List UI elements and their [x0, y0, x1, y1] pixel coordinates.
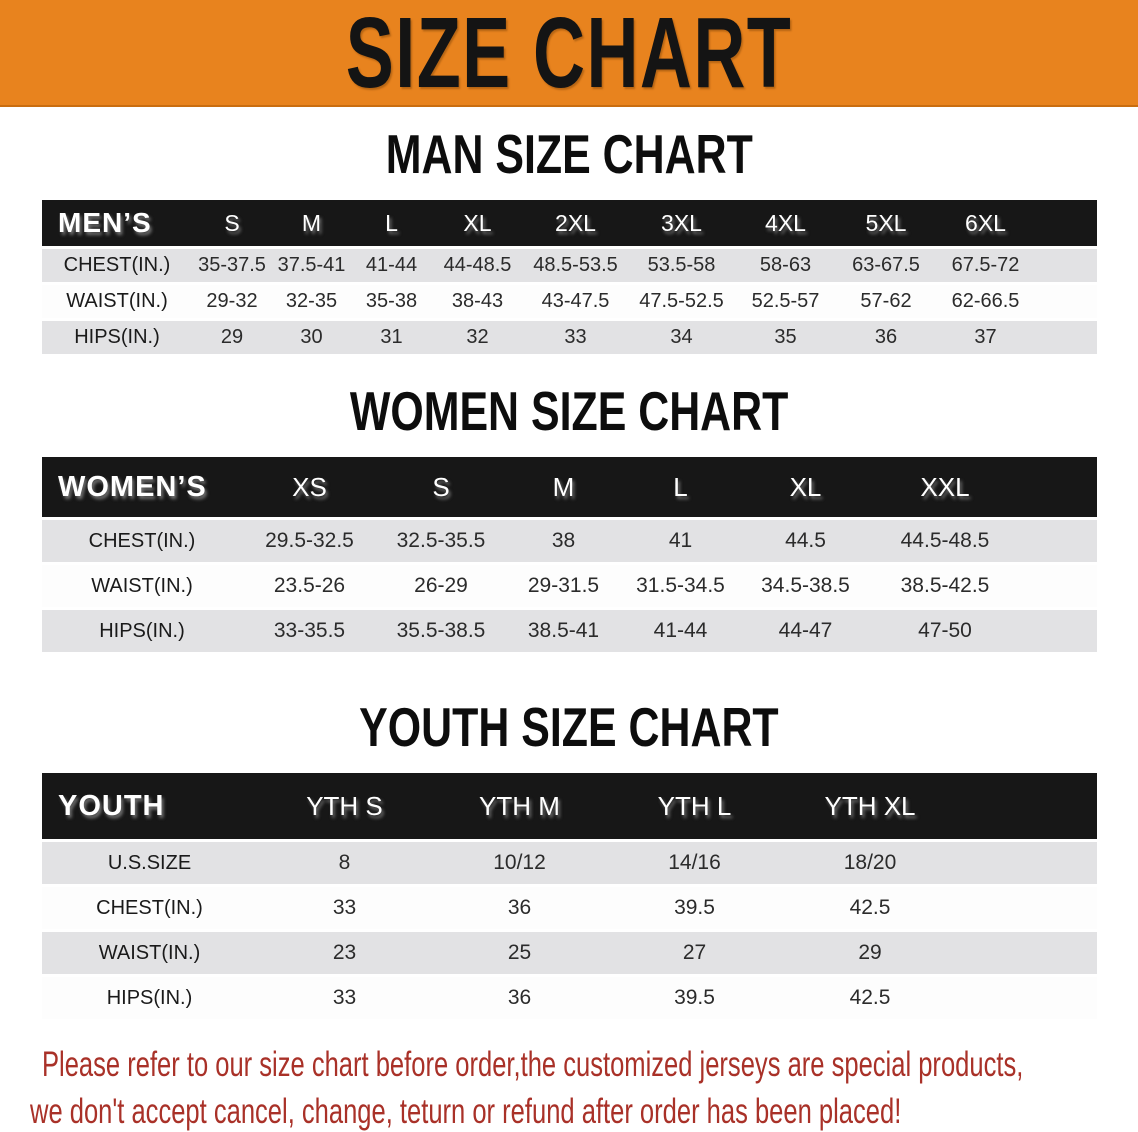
size-value: 33	[257, 884, 432, 929]
size-value: 29	[192, 318, 272, 354]
size-column-header: M	[272, 200, 351, 246]
disclaimer-line-2: we don't accept cancel, change, teturn or refund after order has been placed!	[30, 1092, 902, 1131]
size-value: 34.5-38.5	[739, 562, 872, 607]
size-value: 43-47.5	[523, 282, 628, 318]
size-column-header: 6XL	[936, 200, 1035, 246]
size-column-header: 4XL	[735, 200, 836, 246]
size-column-header: L	[622, 457, 739, 517]
size-column-header: L	[351, 200, 432, 246]
size-value: 52.5-57	[735, 282, 836, 318]
size-column-header: M	[505, 457, 622, 517]
size-value: 41-44	[351, 246, 432, 282]
size-column-header: 5XL	[836, 200, 936, 246]
size-value: 57-62	[836, 282, 936, 318]
size-value: 41-44	[622, 607, 739, 652]
size-value: 32	[432, 318, 523, 354]
size-value: 38-43	[432, 282, 523, 318]
filler-cell	[1018, 607, 1097, 652]
size-value: 38	[505, 517, 622, 562]
size-value: 23.5-26	[242, 562, 377, 607]
size-value: 37.5-41	[272, 246, 351, 282]
size-value: 29.5-32.5	[242, 517, 377, 562]
filler-cell	[1035, 200, 1097, 246]
row-label: HIPS(IN.)	[42, 974, 257, 1019]
size-value: 35.5-38.5	[377, 607, 505, 652]
section-title-women	[0, 380, 1138, 442]
size-value: 33	[257, 974, 432, 1019]
size-column-header: 2XL	[523, 200, 628, 246]
youth-size-table	[42, 773, 1097, 1019]
size-value: 31	[351, 318, 432, 354]
size-value: 32.5-35.5	[377, 517, 505, 562]
size-value: 18/20	[782, 839, 958, 884]
size-value: 67.5-72	[936, 246, 1035, 282]
men-header-row	[42, 200, 1097, 246]
size-value: 32-35	[272, 282, 351, 318]
filler-cell	[1018, 562, 1097, 607]
women-size-table	[42, 457, 1097, 652]
row-label: U.S.SIZE	[42, 839, 257, 884]
measurement-row	[42, 562, 1097, 607]
size-value: 33	[523, 318, 628, 354]
size-value: 35	[735, 318, 836, 354]
row-label: WAIST(IN.)	[42, 929, 257, 974]
filler-cell	[958, 929, 1097, 974]
row-label: CHEST(IN.)	[42, 884, 257, 929]
size-value: 41	[622, 517, 739, 562]
size-value: 31.5-34.5	[622, 562, 739, 607]
size-value: 27	[607, 929, 782, 974]
size-value: 38.5-42.5	[872, 562, 1018, 607]
size-value: 29	[782, 929, 958, 974]
youth-size-chart-heading: YOUTH SIZE CHART	[359, 696, 779, 758]
size-value: 47-50	[872, 607, 1018, 652]
row-label: HIPS(IN.)	[42, 607, 242, 652]
measurement-row	[42, 607, 1097, 652]
women-header-row	[42, 457, 1097, 517]
section-title-man	[0, 123, 1138, 185]
measurement-row	[42, 839, 1097, 884]
size-value: 44-48.5	[432, 246, 523, 282]
size-value: 39.5	[607, 974, 782, 1019]
size-value: 44.5	[739, 517, 872, 562]
size-value: 53.5-58	[628, 246, 735, 282]
youth-header-row	[42, 773, 1097, 839]
men-size-table	[42, 200, 1097, 354]
filler-cell	[958, 773, 1097, 839]
measurement-row	[42, 318, 1097, 354]
filler-cell	[958, 839, 1097, 884]
size-column-header: XL	[432, 200, 523, 246]
size-column-header: YTH L	[607, 773, 782, 839]
size-value: 33-35.5	[242, 607, 377, 652]
size-value: 14/16	[607, 839, 782, 884]
size-value: 44-47	[739, 607, 872, 652]
size-value: 8	[257, 839, 432, 884]
size-value: 35-37.5	[192, 246, 272, 282]
disclaimer-text	[30, 1041, 1138, 1132]
size-column-header: XXL	[872, 457, 1018, 517]
size-value: 36	[432, 884, 607, 929]
measurement-row	[42, 929, 1097, 974]
measurement-row	[42, 517, 1097, 562]
measurement-row	[42, 282, 1097, 318]
filler-cell	[958, 884, 1097, 929]
banner-title: SIZE CHART	[345, 0, 793, 109]
size-value: 29-31.5	[505, 562, 622, 607]
size-value: 37	[936, 318, 1035, 354]
size-column-header: 3XL	[628, 200, 735, 246]
size-column-header: S	[377, 457, 505, 517]
man-size-chart-heading: MAN SIZE CHART	[385, 123, 753, 185]
size-value: 36	[432, 974, 607, 1019]
size-value: 36	[836, 318, 936, 354]
disclaimer-line-1: Please refer to our size chart before order,the customized jerseys are special products,	[42, 1045, 1024, 1084]
size-value: 58-63	[735, 246, 836, 282]
size-column-header: XS	[242, 457, 377, 517]
size-value: 48.5-53.5	[523, 246, 628, 282]
size-value: 44.5-48.5	[872, 517, 1018, 562]
size-column-header: S	[192, 200, 272, 246]
size-value: 10/12	[432, 839, 607, 884]
size-value: 62-66.5	[936, 282, 1035, 318]
size-value: 42.5	[782, 884, 958, 929]
filler-cell	[1018, 457, 1097, 517]
size-value: 38.5-41	[505, 607, 622, 652]
table-corner-label: MEN’S	[42, 200, 192, 246]
filler-cell	[1035, 246, 1097, 282]
size-value: 29-32	[192, 282, 272, 318]
size-value: 23	[257, 929, 432, 974]
size-chart-banner	[0, 0, 1138, 107]
size-value: 26-29	[377, 562, 505, 607]
size-value: 47.5-52.5	[628, 282, 735, 318]
measurement-row	[42, 884, 1097, 929]
filler-cell	[1035, 318, 1097, 354]
row-label: WAIST(IN.)	[42, 282, 192, 318]
size-column-header: XL	[739, 457, 872, 517]
filler-cell	[1035, 282, 1097, 318]
row-label: CHEST(IN.)	[42, 246, 192, 282]
size-value: 30	[272, 318, 351, 354]
size-column-header: YTH XL	[782, 773, 958, 839]
filler-cell	[1018, 517, 1097, 562]
row-label: HIPS(IN.)	[42, 318, 192, 354]
size-column-header: YTH M	[432, 773, 607, 839]
row-label: WAIST(IN.)	[42, 562, 242, 607]
size-value: 63-67.5	[836, 246, 936, 282]
measurement-row	[42, 974, 1097, 1019]
size-value: 42.5	[782, 974, 958, 1019]
size-value: 34	[628, 318, 735, 354]
women-size-chart-heading: WOMEN SIZE CHART	[349, 380, 789, 442]
size-value: 39.5	[607, 884, 782, 929]
measurement-row	[42, 246, 1097, 282]
size-column-header: YTH S	[257, 773, 432, 839]
filler-cell	[958, 974, 1097, 1019]
size-value: 35-38	[351, 282, 432, 318]
row-label: CHEST(IN.)	[42, 517, 242, 562]
section-title-youth	[0, 696, 1138, 758]
size-value: 25	[432, 929, 607, 974]
table-corner-label: WOMEN’S	[42, 457, 242, 517]
table-corner-label: YOUTH	[42, 773, 257, 839]
